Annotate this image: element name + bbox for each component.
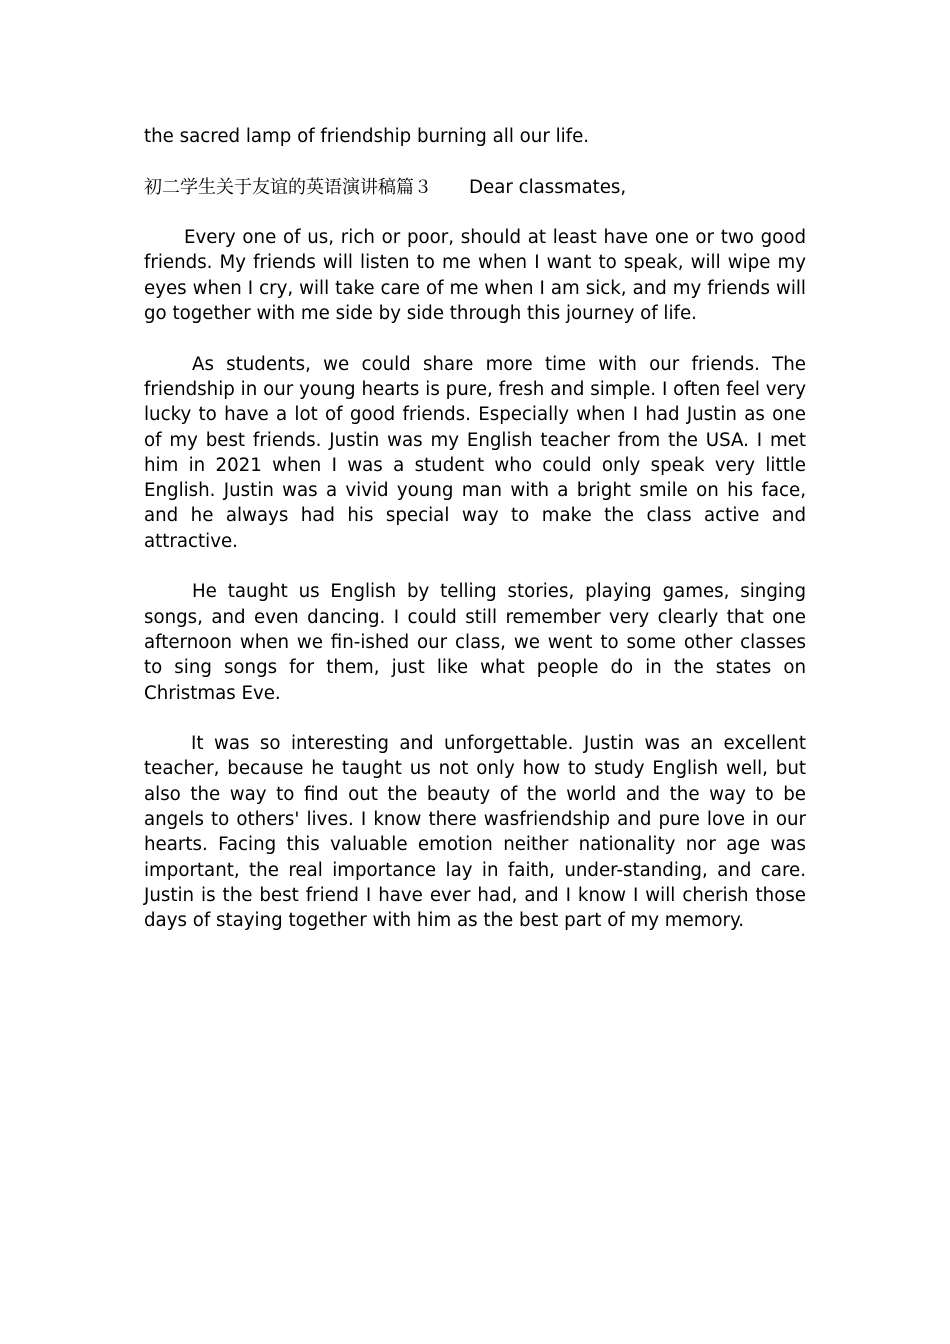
section-title-line [144, 175, 806, 200]
paragraph-1: Every one of us, rich or poor, should at least have one or two good friends. My friends will listen to me when I want to speak, will wipe my eyes when I cry, will take care of me when I am sick, and my friends will go together with me side by side through this journey of life. [144, 227, 806, 325]
paragraph-3: He taught us English by telling stories, playing games, singing songs, and even dancing. I could still remember very clearly that one afternoon when we fin-ished our class, we went to some other classes to sing songs for them, just like what people do in the states on Christmas Eve. [144, 581, 806, 704]
opening-line: the sacred lamp of friendship burning all our life. [144, 126, 590, 147]
paragraph-4: It was so interesting and unforgettable. Justin was an excellent teacher, because he taught us not only how to study English well, but also the way to find out the beauty of the world and the way to be angels to others' lives. I know there wasfriendship and pure love in our hearts. Facing this valuable emotion neither nationality nor age was important, the real importance lay in faith, under-standing, and care. Justin is the best friend I have ever had, and I know I will cherish those days of staying together with him as the best part of my memory. [144, 733, 806, 932]
paragraph-2: As students, we could share more time with our friends. The friendship in our young hearts is pure, fresh and simple. I often feel very lucky to have a lot of good friends. Especially when I had Justin as one of my best friends. Justin was my English teacher from the USA. I met him in 2021 when I was a student who could only speak very little English. Justin was a vivid young man with a bright smile on his face, and he always had his special way to make the class active and attractive. [144, 353, 806, 552]
section-heading: 初二学生关于友谊的英语演讲稿篇３ [144, 176, 432, 198]
document-body [144, 124, 806, 934]
greeting: Dear classmates, [469, 176, 627, 198]
